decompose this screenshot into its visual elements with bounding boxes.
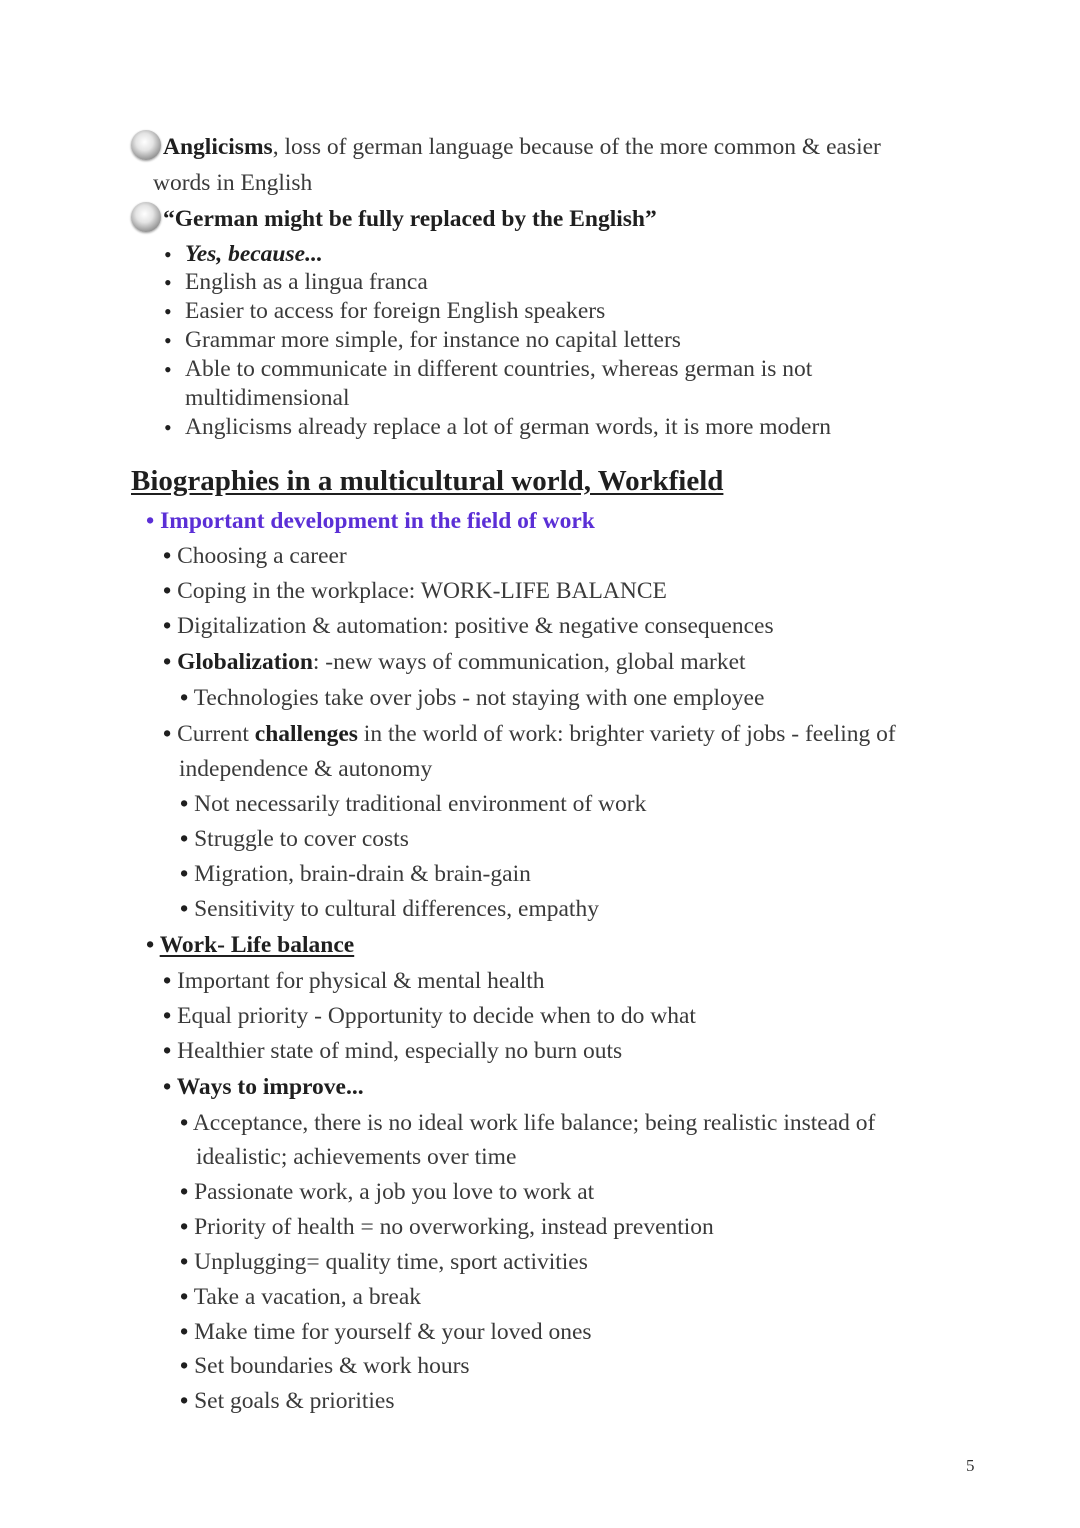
development-item-text: Coping in the workplace: WORK-LIFE BALANCE xyxy=(177,578,667,604)
balance-item-text: Important for physical & mental health xyxy=(177,968,545,994)
bullet-dot: • xyxy=(164,328,172,353)
challenges-subitem-text: Not necessarily traditional environment of work xyxy=(194,791,647,817)
development-title: • Important development in the field of work xyxy=(146,508,595,534)
improve-item-text: Set boundaries & work hours xyxy=(194,1353,470,1379)
challenges-subitem-text: Struggle to cover costs xyxy=(194,826,409,852)
development-item-text: Choosing a career xyxy=(177,543,347,569)
improve-item-text: Set goals & priorities xyxy=(194,1388,395,1414)
improve-item-text: Take a vacation, a break xyxy=(193,1284,422,1310)
improve-title-text: Ways to improve... xyxy=(176,1074,364,1100)
improve-item-text: Acceptance, there is no ideal work life balance; being realistic instead of xyxy=(192,1110,876,1136)
bullet-dot: • xyxy=(164,270,172,295)
challenges-continuation: independence & autonomy xyxy=(179,756,433,782)
balance-item: • Healthier state of mind, especially no burn outs xyxy=(163,1038,623,1064)
balance-item-text: Healthier state of mind, especially no burn outs xyxy=(177,1038,623,1064)
yes-item-continuation: multidimensional xyxy=(185,385,350,411)
globalization-subitem-text: Technologies take over jobs - not staying with one employee xyxy=(193,685,765,711)
improve-item-text: Passionate work, a job you love to work at xyxy=(194,1179,595,1205)
challenges-subitem: • Migration, brain-drain & brain-gain xyxy=(180,861,531,887)
yes-item: Grammar more simple, for instance no capital letters xyxy=(185,327,681,353)
improve-item: • Acceptance, there is no ideal work life balance; being realistic instead of xyxy=(180,1110,876,1136)
improve-item: • Passionate work, a job you love to work at xyxy=(180,1179,595,1205)
improve-item: • Priority of health = no overworking, instead prevention xyxy=(180,1214,714,1240)
improve-item-text: Priority of health = no overworking, instead prevention xyxy=(194,1214,714,1240)
anglicisms-term: Anglicisms xyxy=(163,134,273,160)
balance-item: • Equal priority - Opportunity to decide when to do what xyxy=(163,1003,696,1029)
development-item-text: Digitalization & automation: positive & negative consequences xyxy=(177,613,774,639)
challenges-text: in the world of work: brighter variety of jobs - feeling of xyxy=(357,721,896,747)
improve-item: • Take a vacation, a break xyxy=(180,1284,422,1310)
improve-item: • Set boundaries & work hours xyxy=(180,1353,470,1379)
globalization-item: • Globalization: -new ways of communication, global market xyxy=(163,649,746,675)
improve-item-continuation: idealistic; achievements over time xyxy=(196,1144,517,1170)
improve-title: • Ways to improve... xyxy=(163,1074,364,1100)
yes-item: English as a lingua franca xyxy=(185,269,428,295)
improve-item-text: Unplugging= quality time, sport activities xyxy=(194,1249,588,1275)
globalization-text: : -new ways of communication, global market xyxy=(312,649,746,675)
development-item: • Coping in the workplace: WORK-LIFE BALANCE xyxy=(163,578,667,604)
challenges-pre: Current xyxy=(177,721,255,747)
challenges-subitem: • Struggle to cover costs xyxy=(180,826,409,852)
balance-title: • Work- Life balance xyxy=(146,932,355,958)
yes-item: Anglicisms already replace a lot of german words, it is more modern xyxy=(185,414,832,440)
pearl-bullet-icon xyxy=(131,202,161,232)
quote-line: “German might be fully replaced by the English” xyxy=(163,206,657,232)
improve-item: • Unplugging= quality time, sport activities xyxy=(180,1249,588,1275)
development-item: • Choosing a career xyxy=(163,543,347,569)
challenges-subitem-text: Sensitivity to cultural differences, empathy xyxy=(194,896,599,922)
challenges-term: challenges xyxy=(254,721,358,747)
anglicisms-line xyxy=(163,132,881,162)
globalization-subitem: • Technologies take over jobs - not staying with one employee xyxy=(180,685,765,711)
yes-item: Easier to access for foreign English speakers xyxy=(185,298,606,324)
globalization-term: Globalization xyxy=(177,649,313,675)
yes-item: Able to communicate in different countries, whereas german is not xyxy=(185,356,813,382)
bullet-dot: • xyxy=(164,299,172,324)
bullet-dot: • xyxy=(164,357,172,382)
anglicisms-text: , loss of german language because of the more common & easier xyxy=(272,134,881,160)
improve-item: • Make time for yourself & your loved ones xyxy=(180,1319,592,1345)
bullet-dot: • xyxy=(164,415,172,440)
bullet-dot: • xyxy=(164,242,172,267)
balance-item: • Important for physical & mental health xyxy=(163,968,545,994)
challenges-subitem-text: Migration, brain-drain & brain-gain xyxy=(194,861,531,887)
balance-item-text: Equal priority - Opportunity to decide when to do what xyxy=(177,1003,696,1029)
improve-item-text: Make time for yourself & your loved ones xyxy=(194,1319,592,1345)
section-heading: Biographies in a multicultural world, Workfield xyxy=(131,465,724,497)
development-title-text: Important development in the field of work xyxy=(160,508,595,534)
pearl-bullet-icon xyxy=(131,130,161,160)
development-item: • Digitalization & automation: positive & negative consequences xyxy=(163,613,774,639)
challenges-subitem: • Sensitivity to cultural differences, empathy xyxy=(180,896,599,922)
page-number: 5 xyxy=(966,1456,975,1475)
yes-because-title: Yes, because... xyxy=(185,241,323,267)
improve-item: • Set goals & priorities xyxy=(180,1388,395,1414)
challenges-subitem: • Not necessarily traditional environment of work xyxy=(180,791,647,817)
challenges-item: • Current challenges in the world of work: brighter variety of jobs - feeling of xyxy=(163,721,896,747)
balance-title-text: Work- Life balance xyxy=(159,932,355,958)
anglicisms-line-2: words in English xyxy=(153,170,313,196)
